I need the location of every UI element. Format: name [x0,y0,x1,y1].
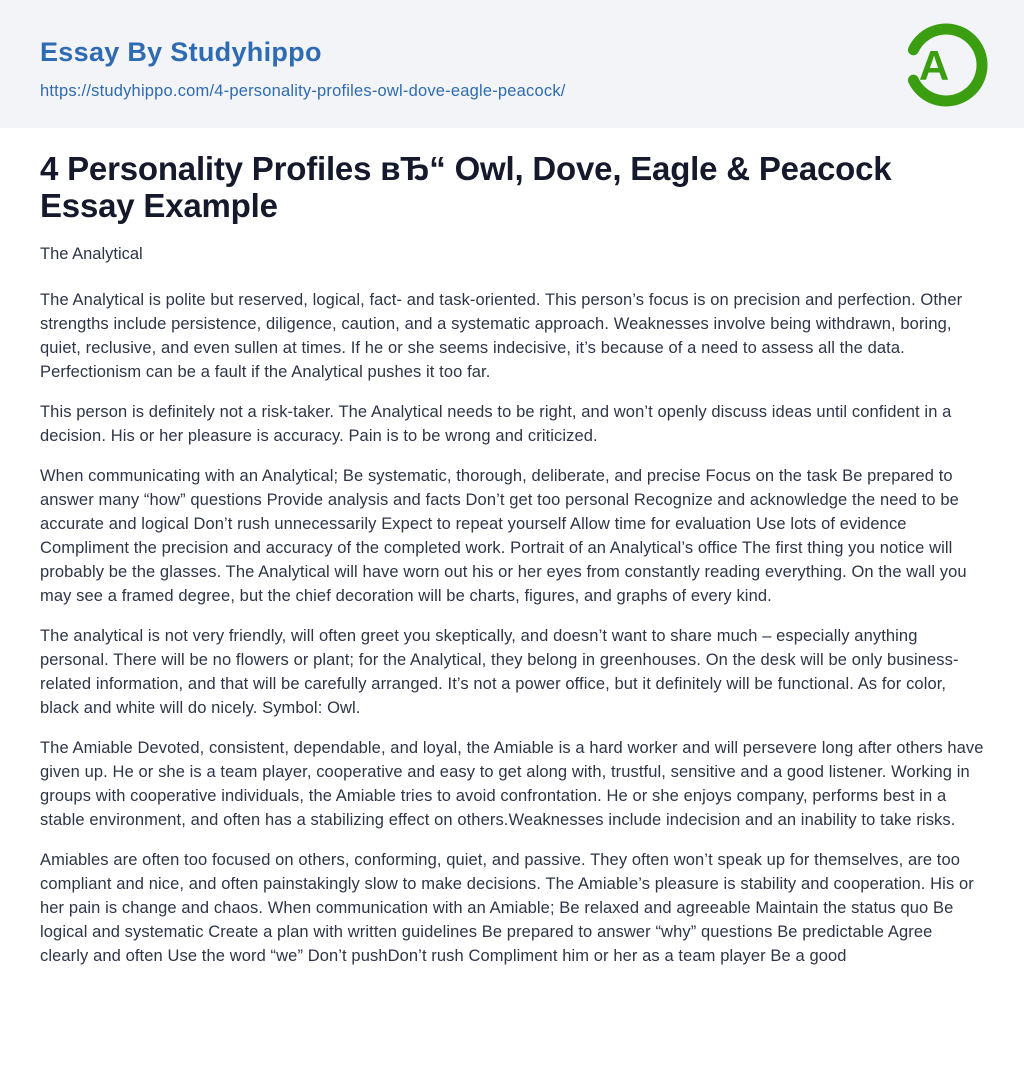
article-body [40,288,984,968]
paragraph: The Amiable Devoted, consistent, dependable, and loyal, the Amiable is a hard worker and will persevere long after others have given up. He or she is a team player, cooperative and easy to get along with, trustful, sensitive and a good listener. Working in groups with cooperative individuals, the Amiable tries to avoid confrontation. He or she enjoys company, performs best in a stable environment, and often has a stabilizing effect on others.Weaknesses include indecision and an inability to take risks. [40,739,984,829]
studyhippo-logo-icon[interactable] [902,22,988,108]
essay-article [0,128,1024,968]
logo-letter: A [918,42,950,89]
page-title: 4 Personality Profiles вЂ“ Owl, Dove, Eagle & Peacock Essay Example [40,150,892,224]
site-title-link[interactable]: Essay By Studyhippo [40,37,322,67]
paragraph: Amiables are often too focused on others, conforming, quiet, and passive. They often won’t speak up for themselves, are too compliant and nice, and often painstakingly slow to make decisions. The Amiable’s pleasure is stability and cooperation. His or her pain is change and chaos. When communication with an Amiable; Be relaxed and agreeable Maintain the status quo Be logical and systematic Create a plan with written guidelines Be prepared to answer “why” questions Be predictable Agree clearly and often Use the word “we” Don’t pushDon’t rush Compliment him or her as a team player Be a good [40,851,974,965]
header-left [40,38,566,101]
page-header [0,0,1024,128]
paragraph: When communicating with an Analytical; Be systematic, thorough, deliberate, and precise Focus on the task Be prepared to answer many “how” questions Provide analysis and facts Don’t get too personal Recognize and acknowledge the need to be accurate and logical Don’t rush unnecessarily Expect to repeat yourself Allow time for evaluation Use lots of evidence Compliment the precision and accuracy of the completed work. Portrait of an Analytical’s office The first thing you notice will probably be the glasses. The Analytical will have worn out his or her eyes from constantly reading everything. On the wall you may see a framed degree, but the chief decoration will be charts, figures, and graphs of every kind. [40,467,967,605]
paragraph: The Analytical is polite but reserved, logical, fact- and task-oriented. This person’s focus is on precision and perfection. Other strengths include persistence, diligence, caution, and a systematic approach. Weaknesses involve being withdrawn, boring, quiet, reclusive, and even sullen at times. If he or she seems indecisive, it’s because of a need to assess all the data. Perfectionism can be a fault if the Analytical pushes it too far. [40,291,963,381]
section-label: The Analytical [40,245,143,263]
paragraph: The analytical is not very friendly, will often greet you skeptically, and doesn’t want to share much – especially anything personal. There will be no flowers or plant; for the Analytical, they belong in greenhouses. On the desk will be only business-related information, and that will be carefully arranged. It’s not a power office, but it definitely will be functional. As for color, black and white will do nicely. Symbol: Owl. [40,627,959,717]
source-url-link[interactable]: https://studyhippo.com/4-personality-profiles-owl-dove-eagle-peacock/ [40,81,566,100]
paragraph: This person is definitely not a risk-taker. The Analytical needs to be right, and won’t openly discuss ideas until confident in a decision. His or her pleasure is accuracy. Pain is to be wrong and criticized. [40,403,952,445]
